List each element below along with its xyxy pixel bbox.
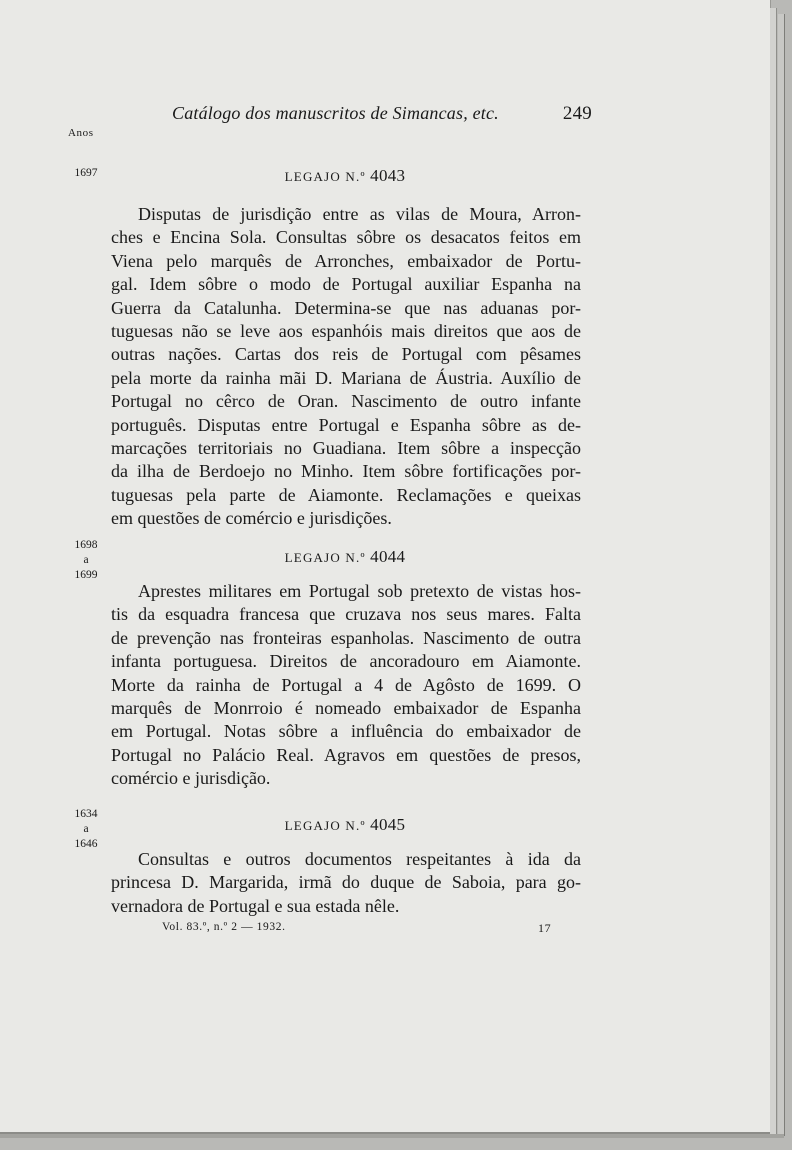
text-line: gal. Idem sôbre o modo de Portugal auxiliar Espanha na <box>111 274 581 295</box>
legajo-prefix: LEGAJO N.º <box>284 818 366 833</box>
text-line: outras nações. Cartas dos reis de Portugal com pêsames <box>111 344 581 365</box>
text-line: tuguesas não se leve aos espanhóis mais direitos que aos de <box>111 321 581 342</box>
text-line: marquês de Monrroio é nomeado embaixador de Espanha <box>111 698 581 719</box>
text-line: comércio e jurisdição. <box>111 768 271 789</box>
legajo-heading <box>110 815 580 835</box>
year: 1698 <box>74 539 98 551</box>
sheet-number: 17 <box>538 921 552 935</box>
legajo-number: 4045 <box>370 815 406 834</box>
legajo-prefix: LEGAJO N.º <box>284 550 366 565</box>
legajo-description <box>111 203 581 531</box>
running-title: Catálogo dos manuscritos de Simancas, etc. <box>172 103 499 123</box>
text-line: infanta portuguesa. Direitos de ancoradouro em Aiamonte. <box>111 651 581 672</box>
text-line: Guerra da Catalunha. Determina-se que nas aduanas por- <box>111 297 581 318</box>
text-line: Disputas de jurisdição entre as vilas de Moura, Arron- <box>138 204 581 224</box>
text-line: em Portugal. Notas sôbre a influência do embaixador de <box>111 721 581 742</box>
year: 1699 <box>74 569 98 581</box>
year: 1697 <box>74 167 98 179</box>
year-separator: a <box>83 823 89 835</box>
text-line: tis da esquadra francesa que cruzava nos seus mares. Falta <box>111 604 581 625</box>
text-line: ches e Encina Sola. Consultas sôbre os desacatos feitos em <box>111 227 581 248</box>
legajo-number: 4044 <box>370 547 406 566</box>
text-line: da ilha de Berdoejo no Minho. Item sôbre fortificações por- <box>111 461 581 482</box>
margin-years <box>66 538 106 583</box>
text-line: tuguesas pela parte de Aiamonte. Reclamações e queixas <box>111 484 581 505</box>
signature-mark: Vol. 83.º, n.º 2 — 1932. <box>162 921 286 933</box>
text-line: Portugal no cêrco de Oran. Nascimento de outro infante <box>111 391 581 412</box>
text-line: de prevenção nas fronteiras espanholas. Nascimento de outra <box>111 627 581 648</box>
margin-years <box>66 807 106 852</box>
page-edge <box>778 14 785 1136</box>
year-separator: a <box>83 554 89 566</box>
text-line: Portugal no Palácio Real. Agravos em questões de presos, <box>111 744 581 765</box>
legajo-heading <box>110 166 580 186</box>
legajo-description <box>111 580 581 791</box>
text-line: marcações territoriais no Guadiana. Item sôbre a inspecção <box>111 438 581 459</box>
text-line: Consultas e outros documentos respeitantes à ida da <box>138 849 581 869</box>
text-line: pela morte da rainha mãi D. Mariana de Áustria. Auxílio de <box>111 367 581 388</box>
text-line: Viena pelo marquês de Arronches, embaixador de Portu- <box>111 250 581 271</box>
running-header <box>172 103 592 124</box>
year: 1646 <box>74 838 98 850</box>
page-edge <box>770 8 777 1136</box>
text-line: Aprestes militares em Portugal sob pretexto de vistas hos- <box>138 581 581 601</box>
text-line: em questões de comércio e jurisdições. <box>111 508 392 529</box>
page-number: 249 <box>562 103 592 124</box>
legajo-prefix: LEGAJO N.º <box>284 169 366 184</box>
text-line: Morte da rainha de Portugal a 4 de Agôsto de 1699. O <box>111 674 581 695</box>
year: 1634 <box>74 808 98 820</box>
legajo-heading <box>110 547 580 567</box>
text-line: português. Disputas entre Portugal e Espanha sôbre as de- <box>111 414 581 435</box>
margin-label: Anos <box>68 127 94 139</box>
text-line: princesa D. Margarida, irmã do duque de Saboia, para go- <box>111 872 581 893</box>
page-edge-bottom <box>0 1134 784 1138</box>
legajo-description <box>111 848 581 918</box>
text-line: vernadora de Portugal e sua estada nêle. <box>111 895 400 916</box>
legajo-number: 4043 <box>370 166 406 185</box>
margin-years <box>66 166 106 181</box>
